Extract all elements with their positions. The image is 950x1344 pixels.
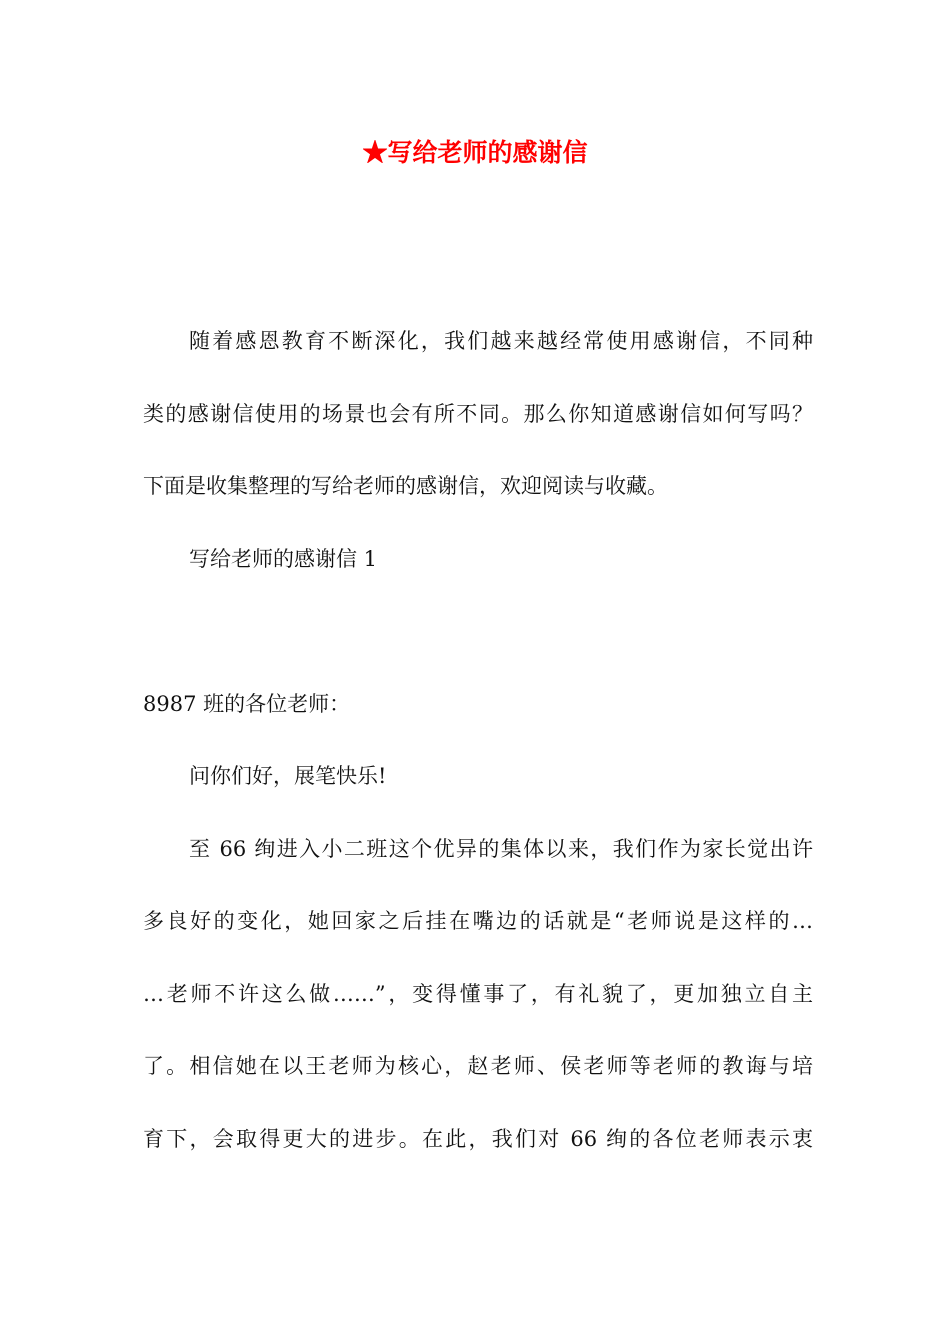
paragraph-line: 至 66 绚进入小二班这个优异的集体以来，我们作为家长觉出许 [189,836,813,861]
paragraph-line: 育下，会取得更大的进步。在此，我们对 66 绚的各位老师表示衷 [143,1126,813,1151]
section-heading: 写给老师的感谢信 1 [189,546,378,571]
salutation: 8987 班的各位老师： [143,691,351,716]
paragraph-line: 下面是收集整理的写给老师的感谢信，欢迎阅读与收藏。 [143,474,668,498]
paragraph-line: 了。相信她在以王老师为核心，赵老师、侯老师等老师的教诲与培 [143,1054,813,1078]
document-title: ★写给老师的感谢信 [362,138,588,167]
document-body [143,319,813,1189]
spacer [143,609,813,682]
paragraph-line: 多良好的变化，她回家之后挂在嘴边的话就是“老师说是这样的… [143,909,813,933]
greeting-line: 问你们好，展笔快乐! [189,764,387,788]
paragraph-line: 随着感恩教育不断深化，我们越来越经常使用感谢信，不同种 [189,329,813,353]
paragraph-line: …老师不许这么做……”，变得懂事了，有礼貌了，更加独立自主 [143,981,813,1006]
paragraph-line: 类的感谢信使用的场景也会有所不同。那么你知道感谢信如何写吗？ [143,401,813,426]
